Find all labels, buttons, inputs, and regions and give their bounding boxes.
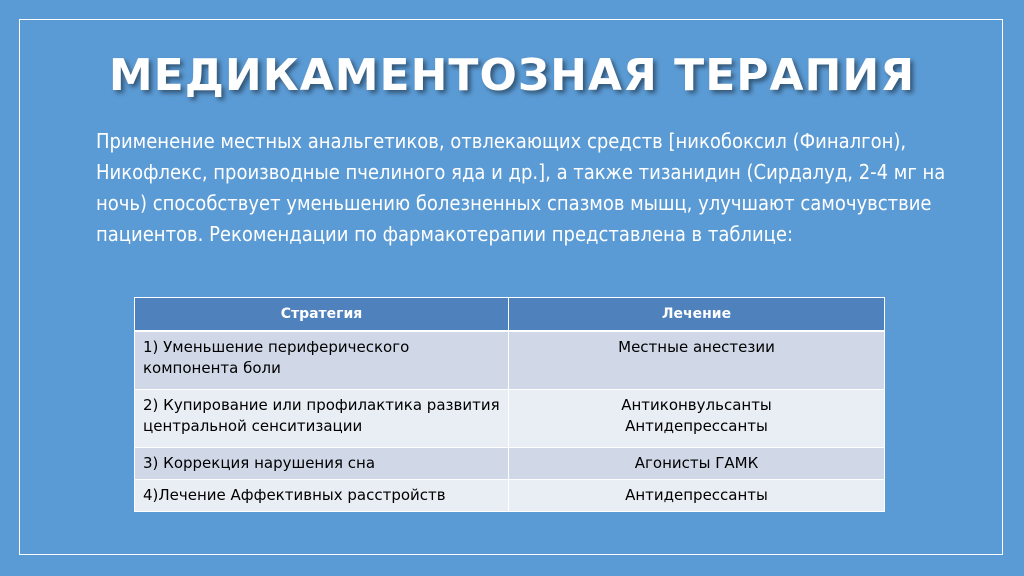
table-row: [135, 480, 885, 512]
treatment-item: Агонисты ГАМК: [634, 454, 759, 472]
strategy-cell: 1) Уменьшение периферического компонента боли: [135, 331, 509, 390]
slide-title: МЕДИКАМЕНТОЗНАЯ ТЕРАПИЯ: [108, 50, 916, 101]
treatment-item: Антиконвульсанты: [621, 396, 772, 414]
treatment-cell: [509, 331, 885, 390]
header-treatment: Лечение: [509, 298, 885, 332]
therapy-table: [134, 297, 885, 512]
treatment-item: Местные анестезии: [618, 338, 775, 356]
header-strategy: Стратегия: [135, 298, 509, 332]
strategy-cell: 4)Лечение Аффективных расстройств: [135, 480, 509, 512]
body-paragraph: Применение местных анальгетиков, отвлекающих средств [никобоксил (Финалгон), Никофлекс, производные пчелиного яда и др.], а также тизанидин (Сирдалуд, 2-4 мг на ночь) способствует уменьшению болезненных спазмов мышц, улучшают самочувствие пациентов. Рекомендации по фармакотерапии представлена в таблице:: [96, 129, 946, 246]
table-row: [135, 390, 885, 448]
table-row: [135, 331, 885, 390]
treatment-item: Антидепрессанты: [625, 417, 768, 435]
treatment-cell: [509, 448, 885, 480]
treatment-cell: [509, 390, 885, 448]
strategy-cell: 3) Коррекция нарушения сна: [135, 448, 509, 480]
table-row: [135, 448, 885, 480]
strategy-cell: 2) Купирование или профилактика развития центральной сенситизации: [135, 390, 509, 448]
treatment-cell: [509, 480, 885, 512]
treatment-item: Антидепрессанты: [625, 486, 768, 504]
table-header-row: [135, 298, 885, 332]
